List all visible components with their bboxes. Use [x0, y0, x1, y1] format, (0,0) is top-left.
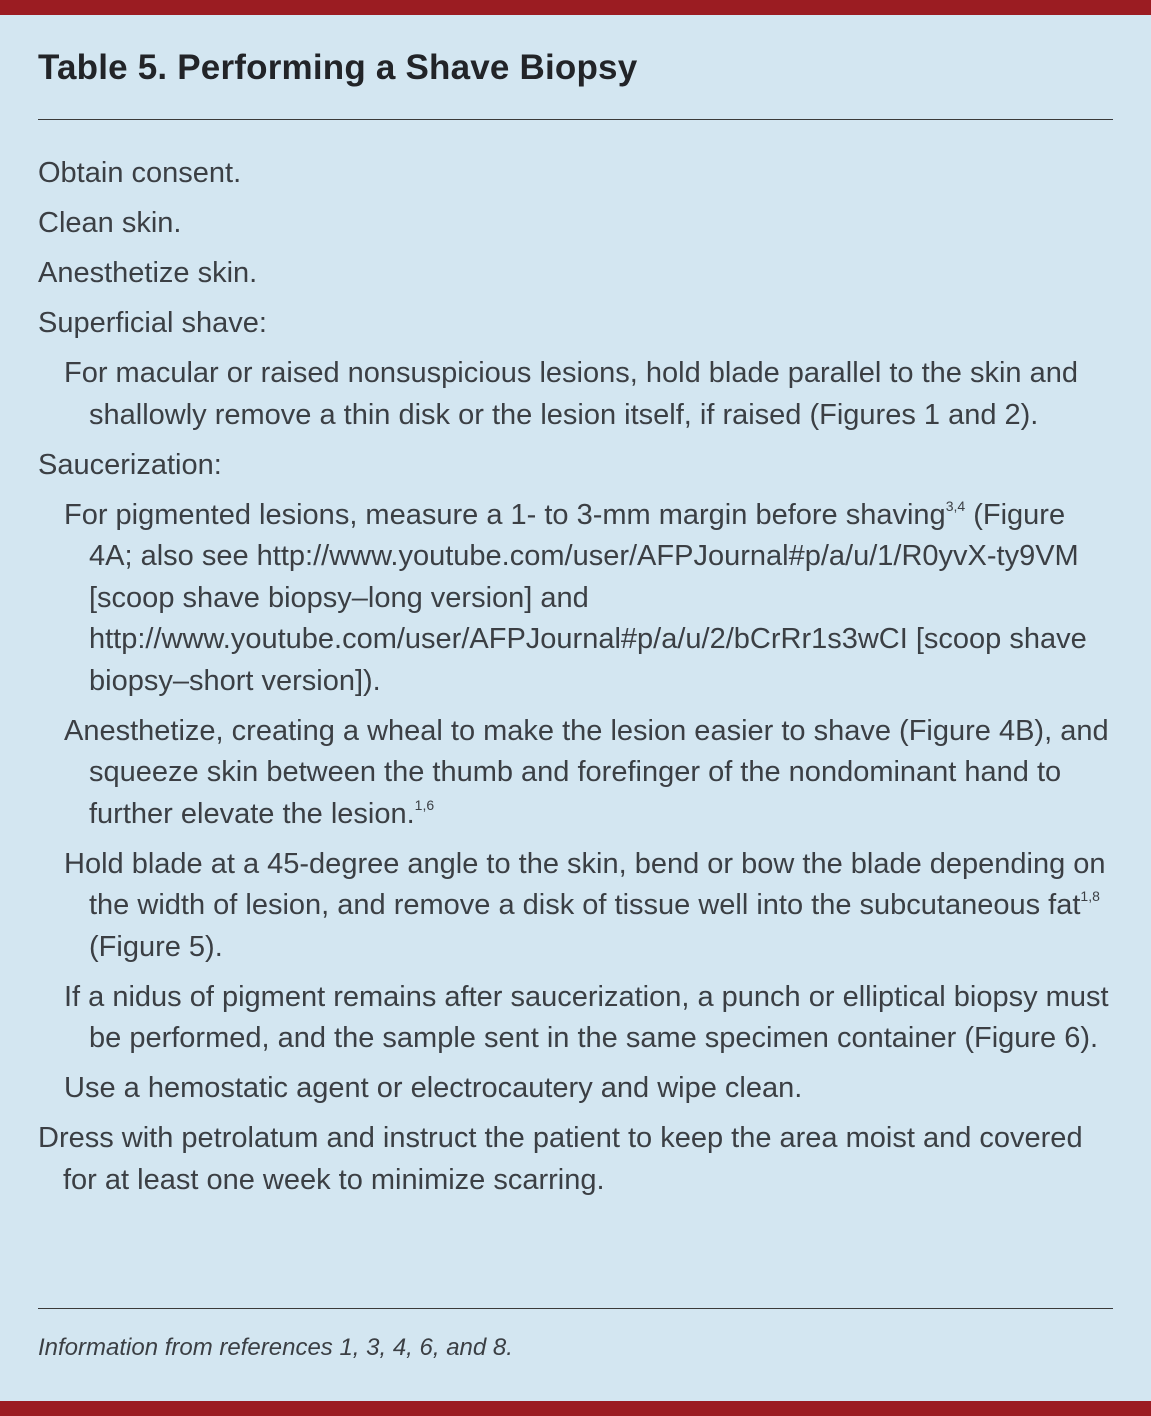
- substep-hold-blade-text: Hold blade at a 45-degree angle to the skin, bend or bow the blade depending on the width of lesion, and remove a disk of tissue well into the subcutaneous fat: [64, 847, 1106, 921]
- substep-nidus-pigment: If a nidus of pigment remains after saucerization, a punch or elliptical biopsy must be performed, and the sample sent in the same specimen container (Figure 6).: [64, 980, 1109, 1054]
- substep-anesthetize-wheal-text: Anesthetize, creating a wheal to make the lesion easier to shave (Figure 4B), and squeeze skin between the thumb and forefinger of the nondominant hand to further elevate the lesion.: [64, 714, 1109, 830]
- reference-superscript: 3,4: [945, 497, 966, 514]
- step-clean-skin: Clean skin.: [38, 207, 182, 239]
- step-anesthetize-skin: Anesthetize skin.: [38, 257, 258, 289]
- steps-list: [38, 153, 1113, 1201]
- substep-pigmented-lesions-text: For pigmented lesions, measure a 1- to 3-mm margin before shaving: [64, 498, 946, 531]
- bottom-accent-bar: [0, 1401, 1151, 1416]
- substep-anesthetize-wheal: [38, 711, 1113, 836]
- step-dress-wound: Dress with petrolatum and instruct the patient to keep the area moist and covered for at least one week to minimize scarring.: [38, 1122, 1083, 1196]
- substep-superficial-shave: For macular or raised nonsuspicious lesions, hold blade parallel to the skin and shallowly remove a thin disk or the lesion itself, if raised (Figures 1 and 2).: [64, 357, 1078, 431]
- step-obtain-consent: Obtain consent.: [38, 157, 242, 189]
- reference-superscript: 1,6: [414, 796, 435, 813]
- substep-pigmented-lesions-tail: (Figure 4A; also see http://www.youtube.com/user/AFPJournal#p/a/u/1/R0yvX-ty9VM [scoop shave biopsy–long version] and http://www.youtube.com/user/AFPJournal#p/a/u/2/bCrRr1s3wCI [scoop shave biopsy–short version]).: [89, 498, 1087, 697]
- references-footnote: Information from references 1, 3, 4, 6, and 8.: [38, 1334, 513, 1361]
- footer-divider: [38, 1308, 1113, 1309]
- substep-hold-blade-tail: (Figure 5).: [89, 930, 223, 963]
- top-accent-bar: [0, 0, 1151, 15]
- title-divider: [38, 119, 1113, 120]
- table-title: Table 5. Performing a Shave Biopsy: [38, 48, 638, 87]
- substep-hold-blade: [38, 844, 1113, 969]
- reference-superscript: 1,8: [1080, 888, 1100, 904]
- substep-hemostatic-agent: Use a hemostatic agent or electrocautery and wipe clean.: [64, 1072, 803, 1104]
- heading-superficial-shave: Superficial shave:: [38, 307, 267, 339]
- heading-saucerization: Saucerization:: [38, 448, 222, 481]
- substep-pigmented-lesions: [38, 495, 1113, 703]
